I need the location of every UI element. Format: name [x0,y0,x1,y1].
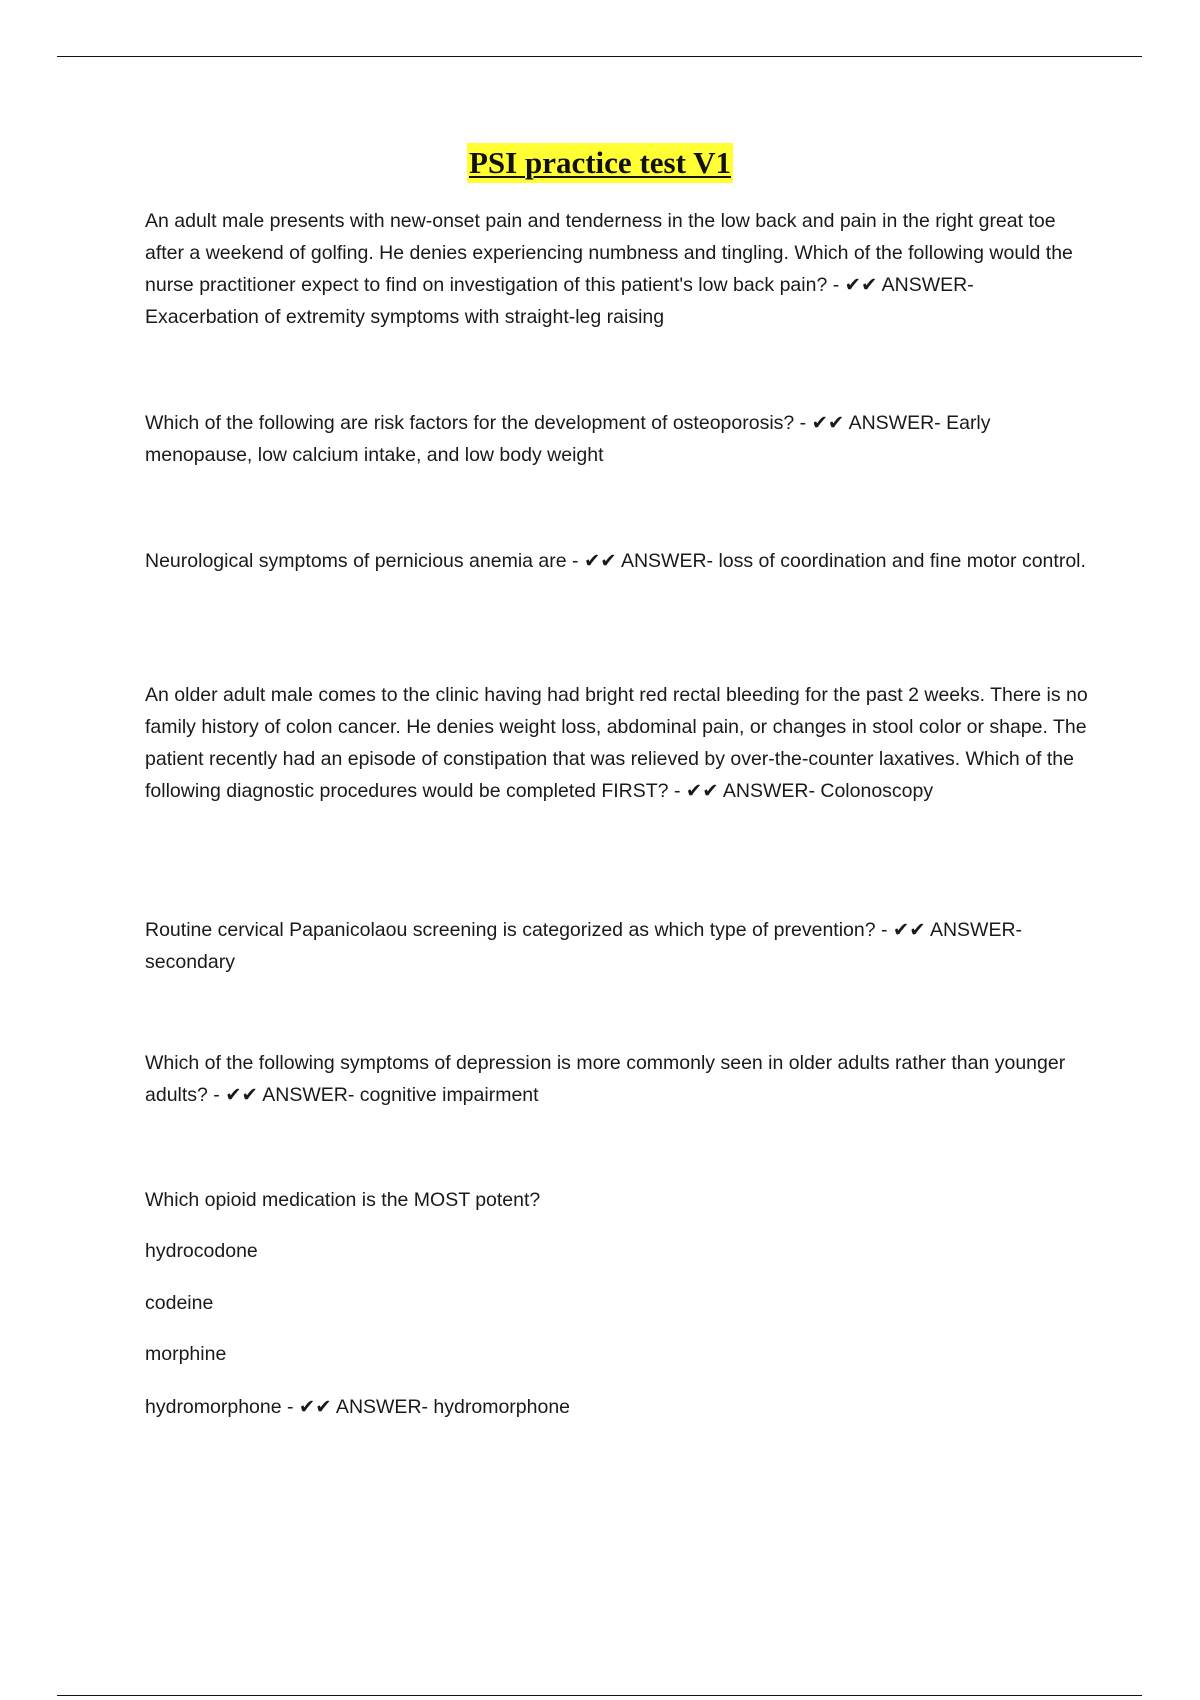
footer-rule [57,1695,1142,1696]
question-1: An adult male presents with new-onset pain and tenderness in the low back and pain in the right great toe after a weekend of golfing. He denies experiencing numbness and tingling. Which of the following would the nurse practitioner expect to find on investigation of this patient's low back pain? - ✔✔ ANSWER- Exacerbation of extremity symptoms with straight-leg raising [145,210,1073,328]
option-list-item: codeine [145,1292,214,1314]
header-rule [57,56,1142,57]
question-7-stem: Which opioid medication is the MOST potent? [145,1189,541,1211]
option-list-item: hydrocodone [145,1240,258,1262]
option-list-item: morphine [145,1343,227,1365]
title-block [0,143,1200,183]
question-6: Which of the following symptoms of depression is more commonly seen in older adults rather than younger adults? - ✔✔ ANSWER- cognitive impairment [145,1052,1066,1106]
question-2: Which of the following are risk factors for the development of osteoporosis? - ✔✔ ANSWER- Early menopause, low calcium intake, and low body weight [145,412,991,466]
question-4: An older adult male comes to the clinic having had bright red rectal bleeding for the past 2 weeks. There is no family history of colon cancer. He denies weight loss, abdominal pain, or changes in stool color or shape. The patient recently had an episode of constipation that was relieved by over-the-counter laxatives. Which of the following diagnostic procedures would be completed FIRST? - ✔✔ ANSWER- Colonoscopy [145,684,1088,802]
option-answer-item: hydromorphone - ✔✔ ANSWER- hydromorphone [145,1396,571,1418]
question-3: Neurological symptoms of pernicious anemia are - ✔✔ ANSWER- loss of coordination and fine motor control. [145,550,1086,572]
document-title: PSI practice test V1 [467,143,733,183]
question-5: Routine cervical Papanicolaou screening is categorized as which type of prevention? - ✔✔ ANSWER- secondary [145,919,1023,973]
